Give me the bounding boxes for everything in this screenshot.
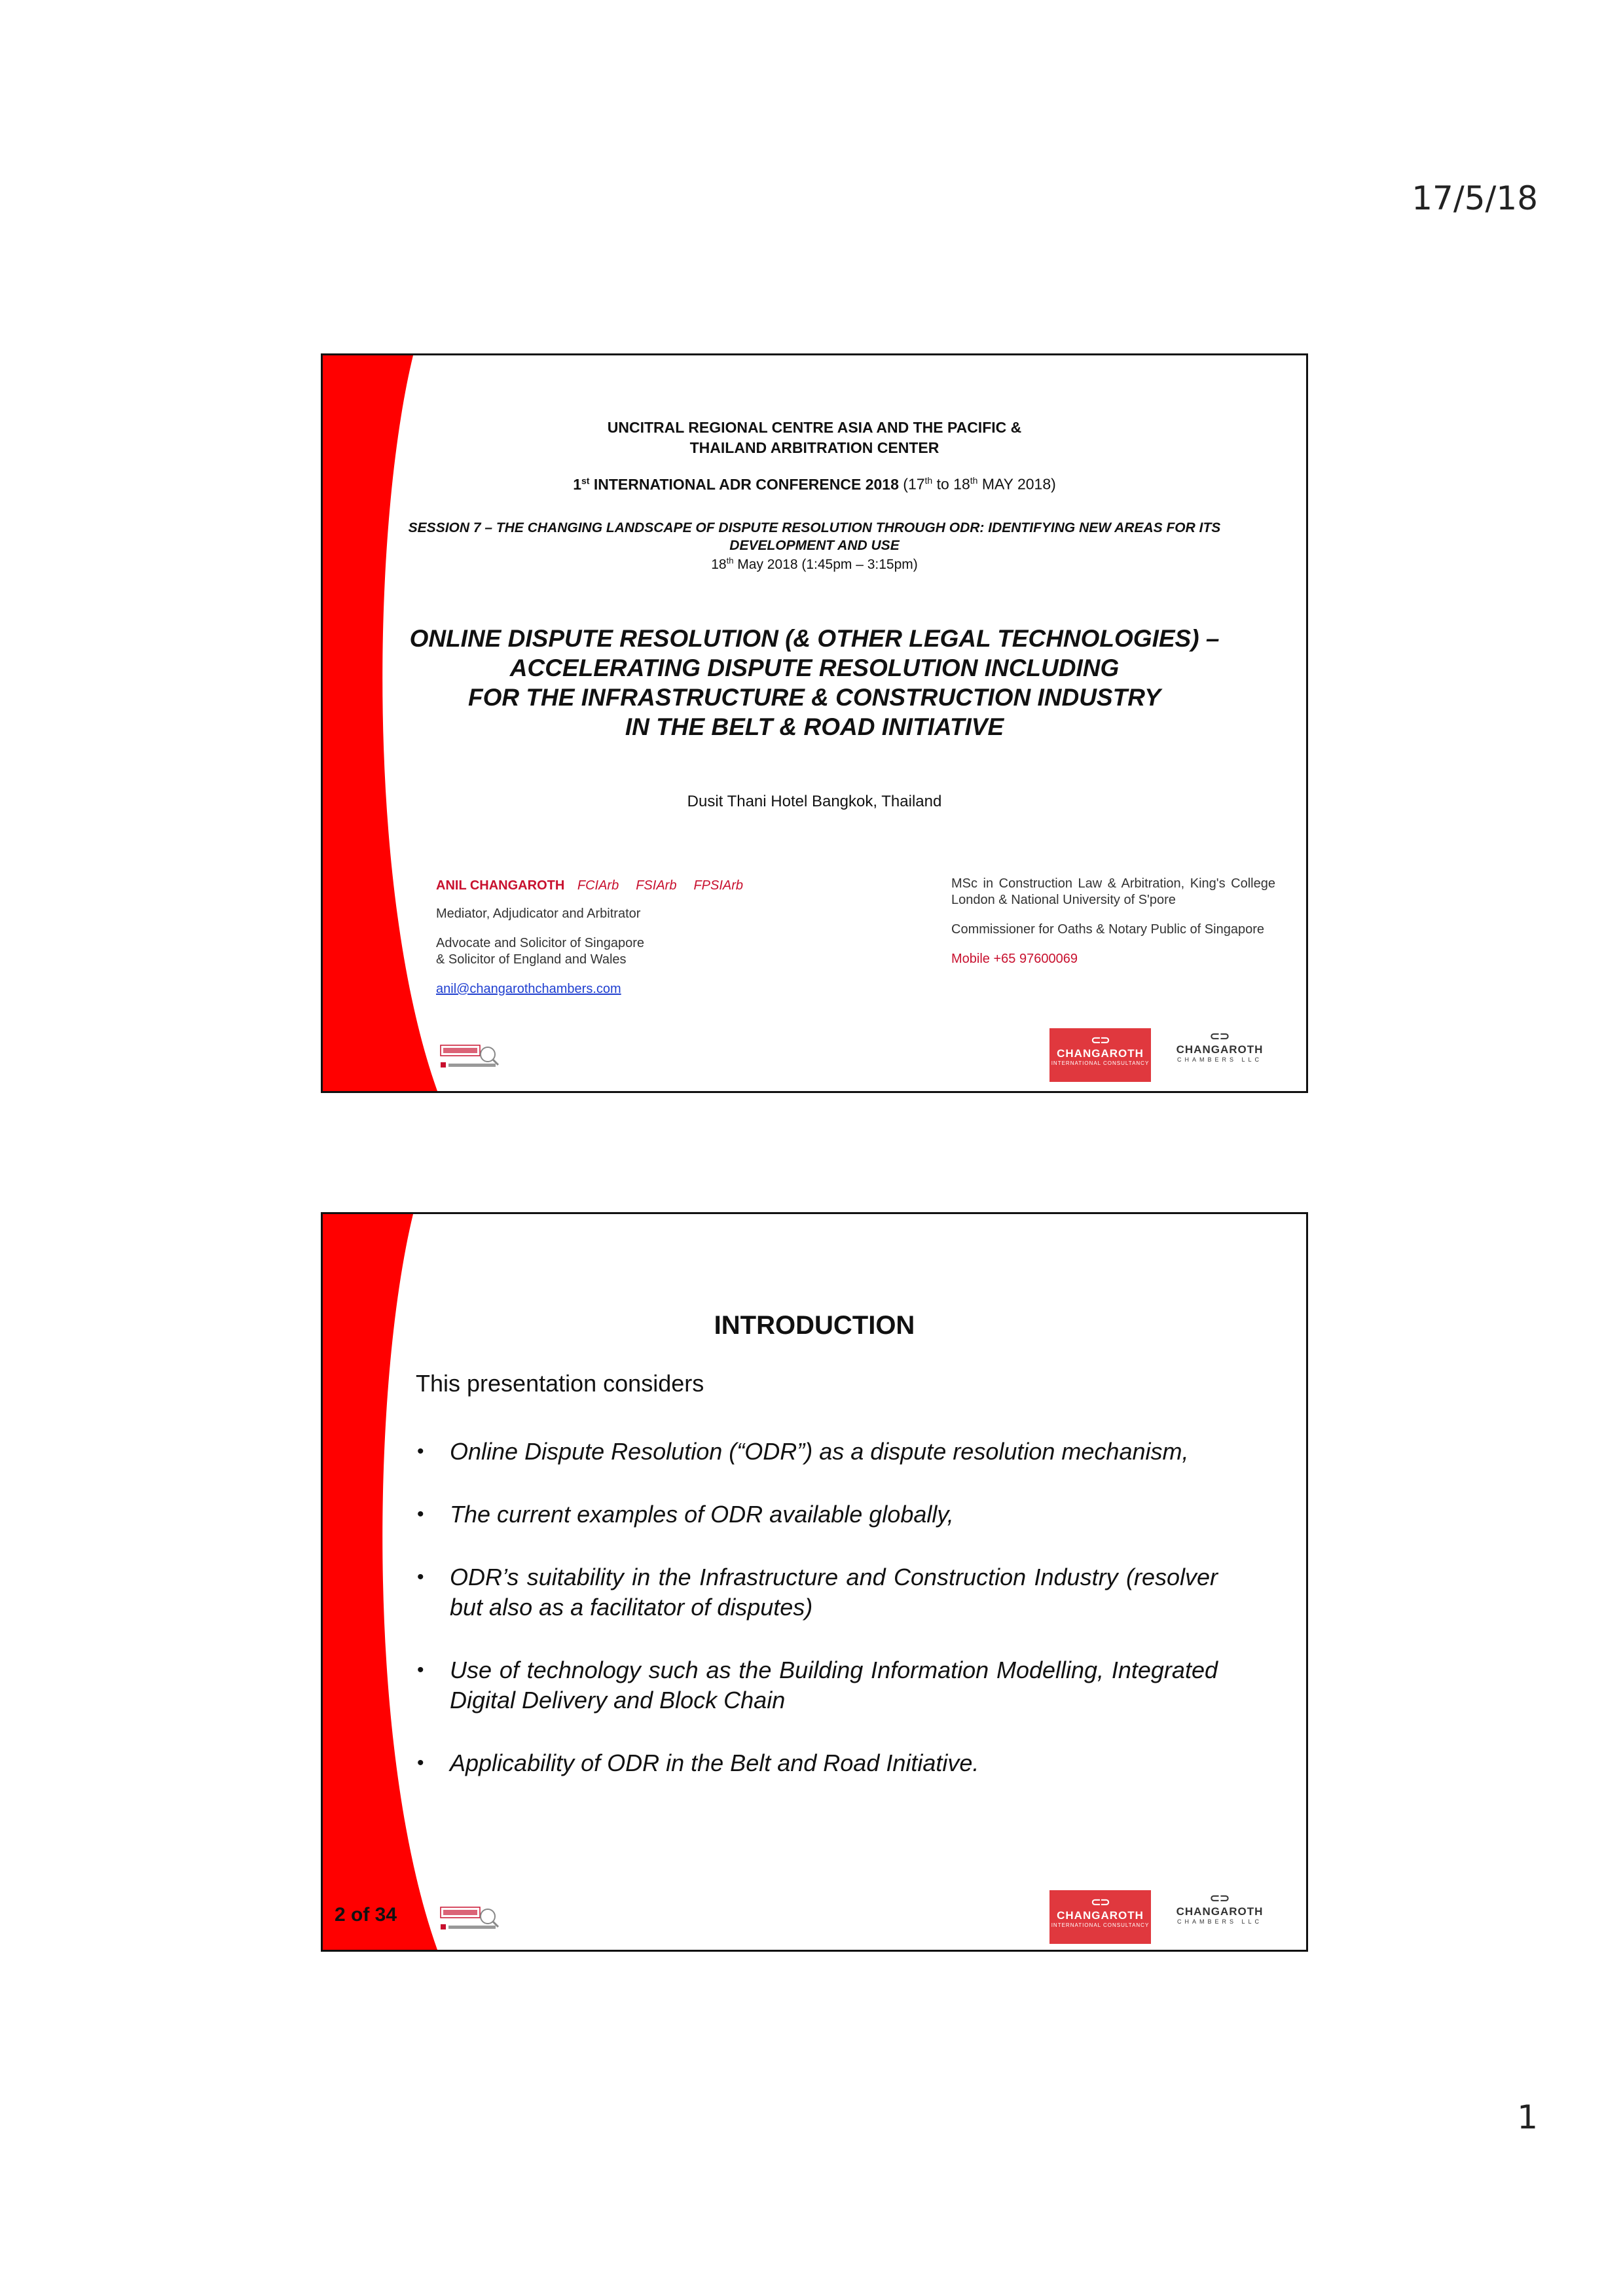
list-item: • The current examples of ODR available globally, xyxy=(416,1499,1218,1530)
list-item: • Online Dispute Resolution (“ODR”) as a dispute resolution mechanism, xyxy=(416,1437,1218,1467)
title-line: FOR THE INFRASTRUCTURE & CONSTRUCTION INDUSTRY xyxy=(468,684,1161,711)
session-line-2: DEVELOPMENT AND USE xyxy=(729,538,900,553)
title-line: ACCELERATING DISPUTE RESOLUTION INCLUDING xyxy=(509,655,1120,681)
conference-line: 1st INTERNATIONAL ADR CONFERENCE 2018 (17th to 18th MAY 2018) xyxy=(573,475,1056,493)
speaker-credentials xyxy=(951,876,1275,967)
changaroth-chambers-logo: ⊂⊃ CHANGAROTH CHAMBERS LLC xyxy=(1176,1030,1264,1063)
organizer-line-1: UNCITRAL REGIONAL CENTRE ASIA AND THE PACIFIC & xyxy=(607,419,1022,436)
speaker-admission-1: Advocate and Solicitor of Singapore xyxy=(436,936,644,950)
organizer-line-2: THAILAND ARBITRATION CENTER xyxy=(689,439,939,456)
changaroth-international-logo: ⊂⊃ CHANGAROTH INTERNATIONAL CONSULTANCY xyxy=(1049,1890,1151,1944)
page-date: 17/5/18 xyxy=(1412,179,1538,217)
session-time: 18th May 2018 (1:45pm – 3:15pm) xyxy=(711,556,918,572)
slide-counter: 2 of 34 xyxy=(335,1904,397,1926)
speaker-qualifications: FCIArb FSIArb FPSIArb xyxy=(577,878,744,893)
title-line: IN THE BELT & ROAD INITIATIVE xyxy=(625,713,1004,740)
sharing-law-logo xyxy=(439,1043,500,1073)
session-heading xyxy=(323,519,1306,554)
changaroth-international-logo: ⊂⊃ CHANGAROTH INTERNATIONAL CONSULTANCY xyxy=(1049,1028,1151,1082)
lead-text: This presentation considers xyxy=(416,1370,704,1397)
presentation-title xyxy=(323,624,1306,742)
speaker-details xyxy=(436,878,776,997)
bullet-list xyxy=(416,1437,1218,1811)
title-slide xyxy=(321,353,1308,1093)
speaker-role: Mediator, Adjudicator and Arbitrator xyxy=(436,906,641,921)
changaroth-chambers-logo: ⊂⊃ CHANGAROTH CHAMBERS LLC xyxy=(1176,1892,1264,1925)
list-item: • ODR’s suitability in the Infrastructure and Construction Industry (resolver but also as a facilitator of disputes) xyxy=(416,1562,1218,1623)
credential-commissioner: Commissioner for Oaths & Notary Public of Singapore xyxy=(951,922,1264,937)
list-item: • Use of technology such as the Building Information Modelling, Integrated Digital Delivery and Block Chain xyxy=(416,1655,1218,1715)
organizer-heading xyxy=(323,418,1306,458)
title-line: ONLINE DISPUTE RESOLUTION (& OTHER LEGAL TECHNOLOGIES) – xyxy=(409,625,1220,652)
session-line-1: SESSION 7 – THE CHANGING LANDSCAPE OF DISPUTE RESOLUTION THROUGH ODR: IDENTIFYING NEW AREAS FOR ITS xyxy=(408,520,1221,535)
slide-title: INTRODUCTION xyxy=(714,1311,915,1340)
speaker-email-link[interactable]: anil@changarothchambers.com xyxy=(436,982,621,996)
list-item: • Applicability of ODR in the Belt and Road Initiative. xyxy=(416,1748,1218,1778)
venue: Dusit Thani Hotel Bangkok, Thailand xyxy=(687,793,942,810)
sharing-law-logo xyxy=(439,1905,500,1935)
introduction-slide xyxy=(321,1212,1308,1952)
credential-msc: MSc in Construction Law & Arbitration, King's College London & National University of S'pore xyxy=(951,876,1275,907)
speaker-admission-2: & Solicitor of England and Wales xyxy=(436,952,627,967)
page-number: 1 xyxy=(1517,2098,1538,2136)
speaker-mobile: Mobile +65 97600069 xyxy=(951,952,1078,966)
speaker-name: ANIL CHANGAROTH xyxy=(436,878,565,893)
